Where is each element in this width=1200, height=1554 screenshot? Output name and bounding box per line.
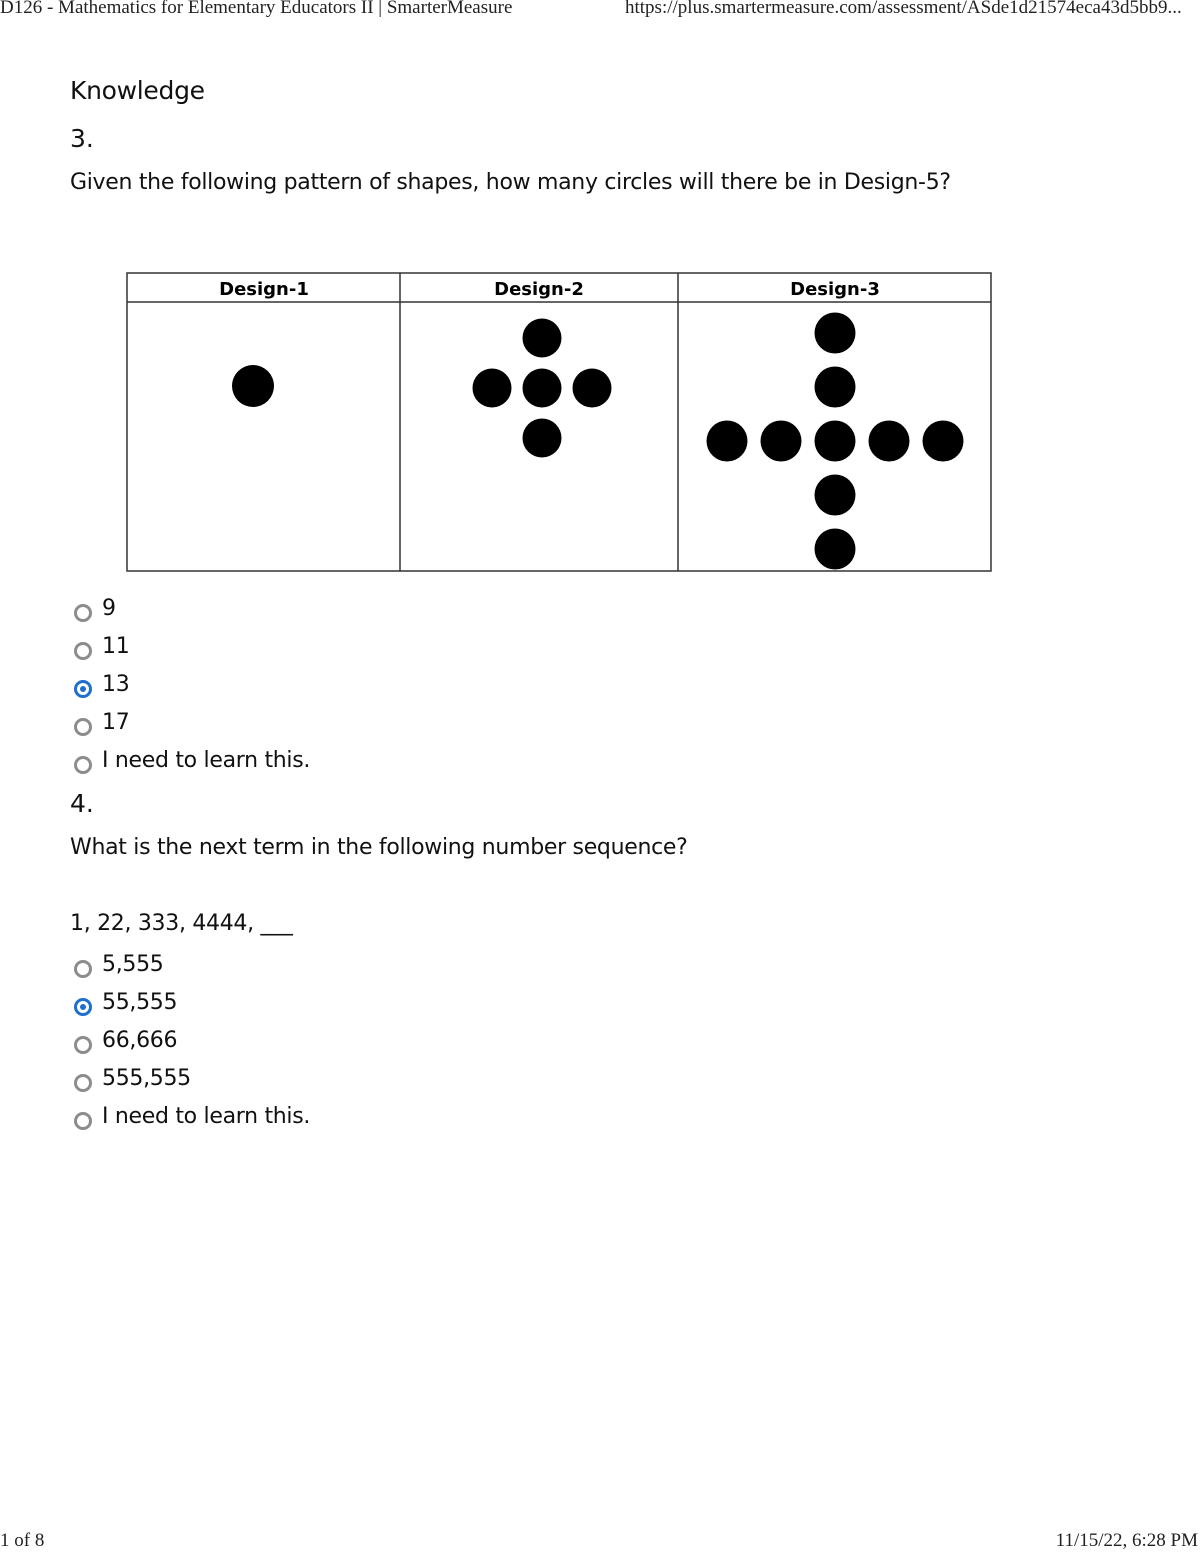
q3-radio-17[interactable]	[74, 718, 92, 736]
q4-radio-555555[interactable]	[74, 1074, 92, 1092]
question-4-text: What is the next term in the following number sequence?	[70, 835, 688, 860]
q4-radio-66666[interactable]	[74, 1036, 92, 1054]
design-3-circle	[707, 421, 748, 462]
print-footer	[0, 1530, 1200, 1554]
question-4-sequence: 1, 22, 333, 4444, ___	[70, 911, 293, 936]
q4-option-label: 55,555	[102, 989, 178, 1015]
section-title: Knowledge	[70, 76, 205, 105]
design-3-circle	[815, 421, 856, 462]
q3-radio-11[interactable]	[74, 642, 92, 660]
q4-option-label: I need to learn this.	[102, 1103, 311, 1129]
q4-radio-5555[interactable]	[74, 960, 92, 978]
print-header-url: https://plus.smartermeasure.com/assessment/ASde1d21574eca43d5bb9...	[625, 0, 1182, 18]
design-2-circle	[523, 419, 562, 458]
design-3-circle	[761, 421, 802, 462]
design-3-circle	[923, 421, 964, 462]
print-footer-page: 1 of 8	[0, 1530, 45, 1551]
q3-option-label: 17	[102, 709, 130, 735]
q3-option-label: I need to learn this.	[102, 747, 311, 773]
q4-radio-55555[interactable]	[74, 998, 92, 1016]
print-header-title: D126 - Mathematics for Elementary Educators II | SmarterMeasure	[0, 0, 513, 18]
q3-option-need-to-learn[interactable]	[74, 742, 474, 778]
q4-option-5555[interactable]	[74, 946, 474, 982]
design-1-circle	[232, 365, 274, 407]
q4-option-label: 555,555	[102, 1065, 191, 1091]
q3-radio-13[interactable]	[74, 680, 92, 698]
q3-radio-need-to-learn[interactable]	[74, 756, 92, 774]
radio-selected-dot	[80, 1004, 86, 1010]
q4-option-555555[interactable]	[74, 1060, 474, 1096]
q4-radio-need-to-learn[interactable]	[74, 1112, 92, 1130]
question-3-text: Given the following pattern of shapes, how many circles will there be in Design-5?	[70, 170, 951, 195]
figure-frame	[127, 273, 991, 571]
print-header	[0, 0, 1200, 23]
q3-option-9[interactable]	[74, 590, 474, 626]
design-3-circle	[869, 421, 910, 462]
design-2-circle	[523, 369, 562, 408]
design-2-header: Design-2	[494, 279, 584, 300]
q3-option-label: 9	[102, 595, 116, 621]
design-2-circle	[523, 319, 562, 358]
q3-option-label: 13	[102, 671, 130, 697]
q3-option-11[interactable]	[74, 628, 474, 664]
design-2-circle	[573, 369, 612, 408]
q4-option-label: 5,555	[102, 951, 164, 977]
q3-option-13[interactable]	[74, 666, 474, 702]
design-3-header: Design-3	[790, 279, 880, 300]
print-footer-datetime: 11/15/22, 6:28 PM	[1055, 1530, 1198, 1551]
question-4-number: 4.	[70, 789, 94, 818]
pattern-figure	[126, 272, 994, 578]
q4-option-66666[interactable]	[74, 1022, 474, 1058]
design-3-circle	[815, 475, 856, 516]
pattern-figure-svg	[126, 272, 994, 578]
question-3-number: 3.	[70, 124, 94, 153]
q4-option-label: 66,666	[102, 1027, 178, 1053]
design-3-circle	[815, 313, 856, 354]
design-2-circle	[473, 369, 512, 408]
q4-option-55555[interactable]	[74, 984, 474, 1020]
design-3-circle	[815, 367, 856, 408]
q3-option-17[interactable]	[74, 704, 474, 740]
design-1-header: Design-1	[219, 279, 309, 300]
q4-option-need-to-learn[interactable]	[74, 1098, 474, 1134]
design-3-circle	[815, 529, 856, 570]
radio-selected-dot	[80, 686, 86, 692]
q3-option-label: 11	[102, 633, 130, 659]
q3-radio-9[interactable]	[74, 604, 92, 622]
